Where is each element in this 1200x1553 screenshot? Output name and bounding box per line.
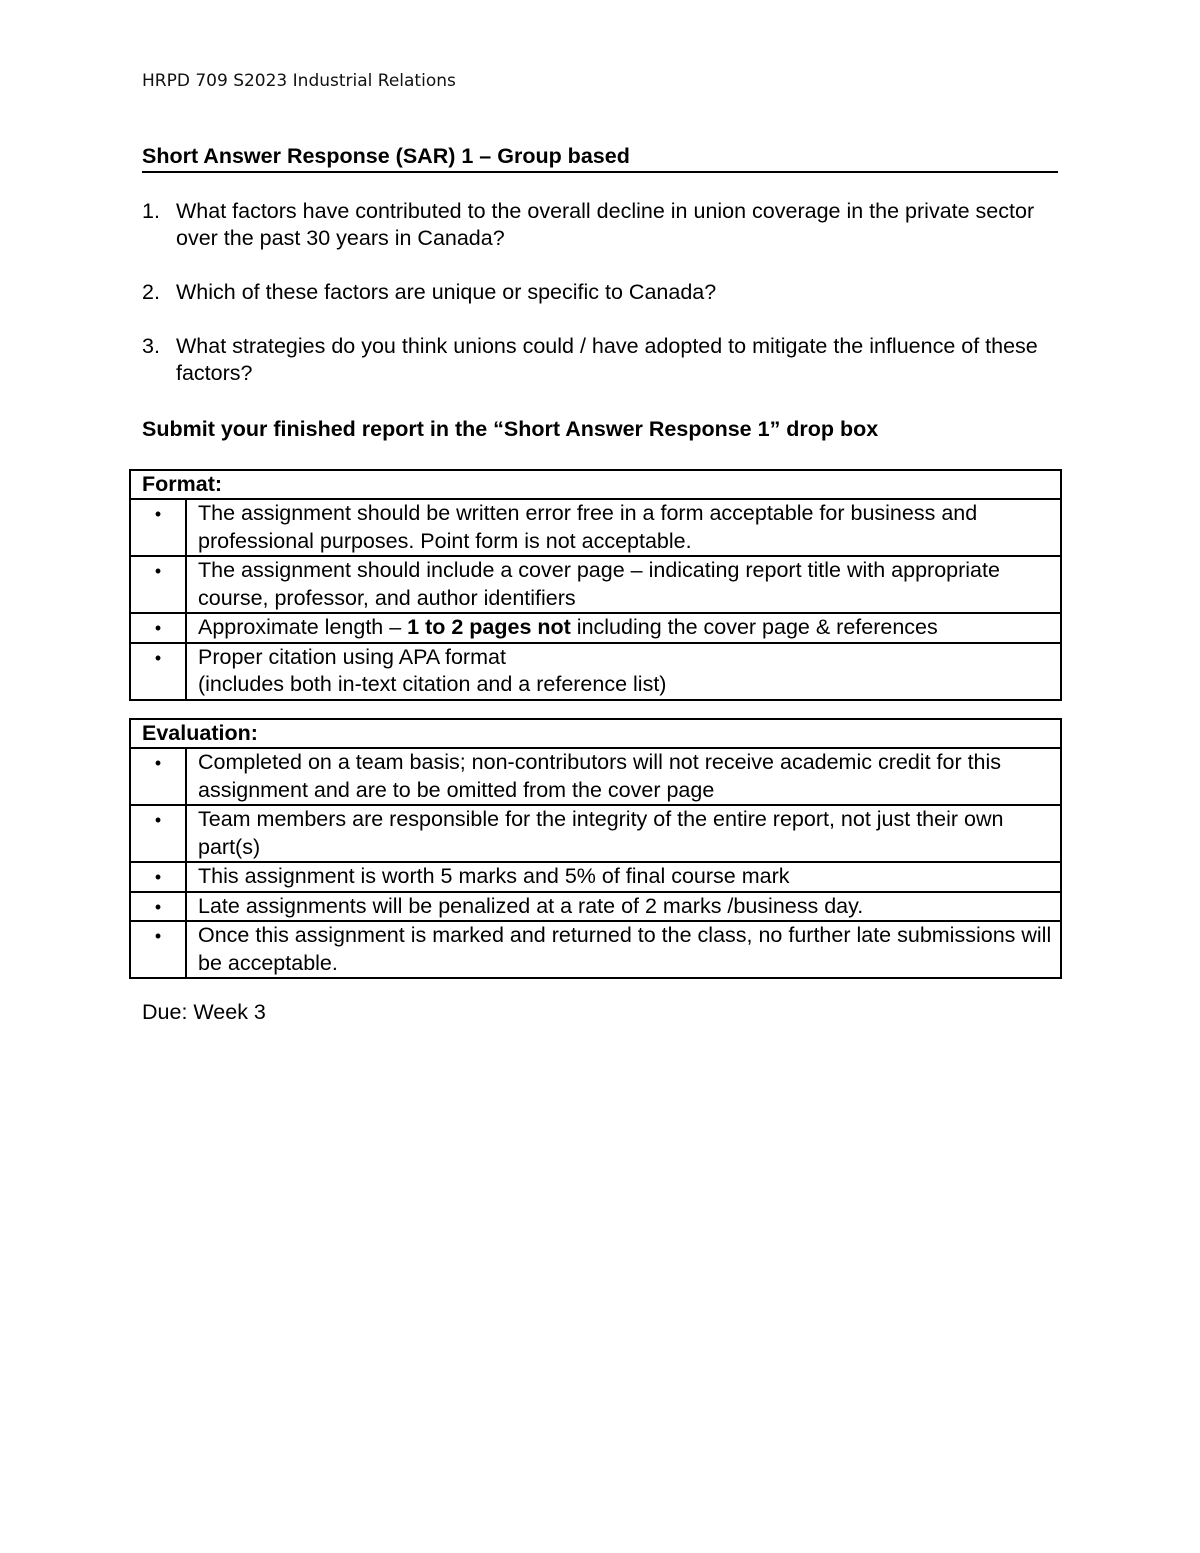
evaluation-criteria-table [129, 718, 1062, 979]
bullet-icon: • [130, 643, 186, 700]
table-row [130, 748, 1061, 805]
format-requirements-table [129, 469, 1062, 701]
format-item [186, 613, 1061, 643]
format-heading: Format: [130, 470, 1061, 499]
course-header: HRPD 709 S2023 Industrial Relations [142, 71, 456, 91]
table-row [130, 805, 1061, 862]
bullet-icon: • [130, 805, 186, 862]
format-item [186, 643, 1061, 700]
table-row [130, 643, 1061, 700]
format-item: The assignment should include a cover page – indicating report title with appropriate course, professor, and author identifiers [186, 556, 1061, 613]
length-emphasis: 1 to 2 pages not [407, 615, 571, 639]
format-item: The assignment should be written error free in a form acceptable for business and professional purposes. Point form is not acceptable. [186, 499, 1061, 556]
table-header-row [130, 719, 1061, 748]
length-text-suffix: including the cover page & references [570, 615, 938, 639]
table-row [130, 892, 1061, 922]
citation-line: Proper citation using APA format [198, 644, 506, 669]
question-text: What factors have contributed to the overall decline in union coverage in the private sector over the past 30 years in Canada? [176, 199, 1035, 250]
submit-instruction: Submit your finished report in the “Short Answer Response 1” drop box [142, 417, 879, 441]
table-header-row [130, 470, 1061, 499]
evaluation-item: Once this assignment is marked and returned to the class, no further late submissions will be acceptable. [186, 921, 1061, 978]
question-list [142, 198, 1072, 414]
table-row [130, 499, 1061, 556]
question-number: 1. [142, 199, 160, 223]
assignment-title: Short Answer Response (SAR) 1 – Group based [142, 144, 630, 168]
table-row [130, 556, 1061, 613]
question-item [142, 279, 1072, 306]
bullet-icon: • [130, 556, 186, 613]
bullet-icon: • [130, 892, 186, 922]
question-number: 3. [142, 334, 160, 358]
due-date: Due: Week 3 [142, 1000, 266, 1024]
question-item [142, 333, 1072, 387]
bullet-icon: • [130, 499, 186, 556]
bullet-icon: • [130, 921, 186, 978]
evaluation-heading: Evaluation: [130, 719, 1061, 748]
evaluation-item: This assignment is worth 5 marks and 5% of final course mark [186, 862, 1061, 892]
evaluation-item: Completed on a team basis; non-contributors will not receive academic credit for this assignment and are to be omitted from the cover page [186, 748, 1061, 805]
question-text: What strategies do you think unions could / have adopted to mitigate the influence of these factors? [176, 334, 1038, 385]
bullet-icon: • [130, 613, 186, 643]
evaluation-item: Late assignments will be penalized at a rate of 2 marks /business day. [186, 892, 1061, 922]
question-number: 2. [142, 280, 160, 304]
question-item [142, 198, 1072, 252]
evaluation-item: Team members are responsible for the integrity of the entire report, not just their own part(s) [186, 805, 1061, 862]
table-row [130, 613, 1061, 643]
assignment-title-block [142, 141, 1058, 173]
bullet-icon: • [130, 862, 186, 892]
table-row [130, 862, 1061, 892]
table-row [130, 921, 1061, 978]
citation-note: (includes both in-text citation and a reference list) [198, 672, 667, 696]
length-text-prefix: Approximate length – [198, 615, 408, 639]
question-text: Which of these factors are unique or specific to Canada? [176, 280, 717, 304]
bullet-icon: • [130, 748, 186, 805]
